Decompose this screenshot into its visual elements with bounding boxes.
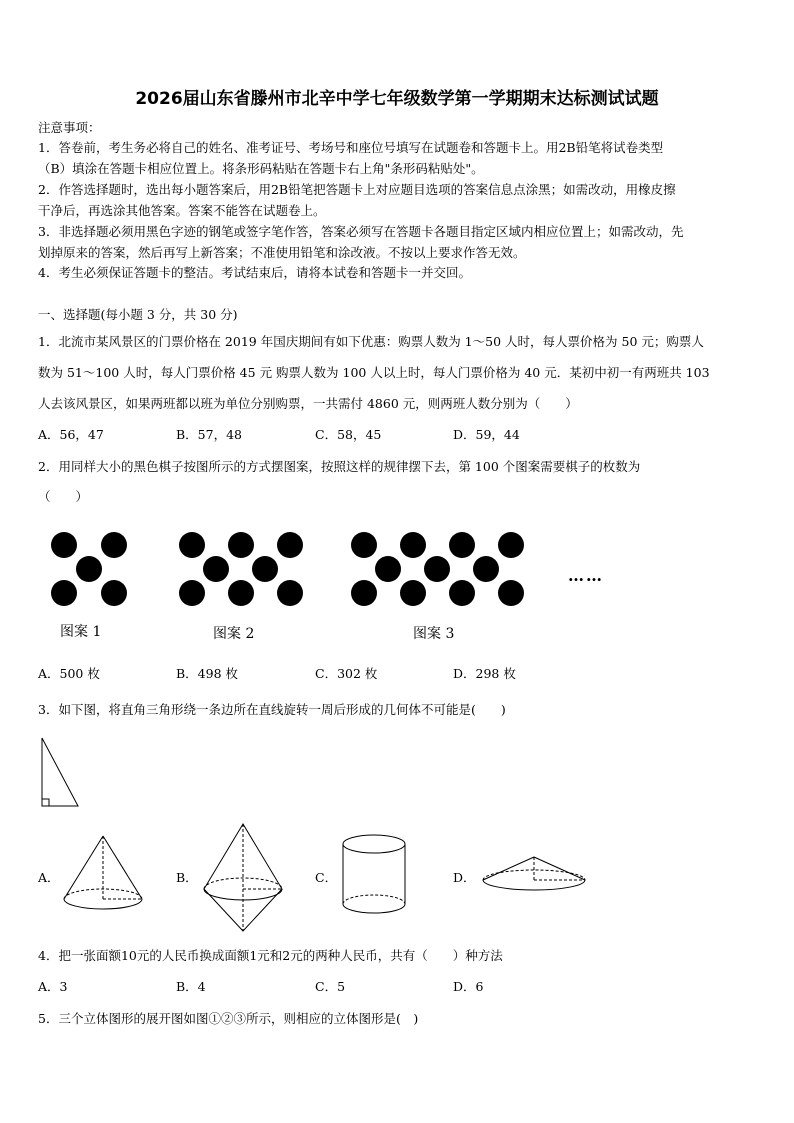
notice-line: 2．作答选择题时，选出每小题答案后，用2B铅笔把答题卡上对应题目选项的答案信息点涂黑；如需改动，用橡皮擦 (38, 182, 676, 197)
double-cone-figure (204, 824, 282, 931)
question-1-line: 人去该风景区，如果两班都以班为单位分别购票，一共需付 4860 元，则两班人数分别为（ ） (38, 396, 578, 411)
q2-option-c: C．302 枚 (315, 666, 378, 681)
notice-line: 划掉原来的答案，然后再写上新答案；不准使用铅笔和涂改液。不按以上要求作答无效。 (38, 245, 526, 260)
notice-line: （B）填涂在答题卡相应位置上。将条形码粘贴在答题卡右上角"条形码粘贴处"。 (38, 161, 484, 176)
question-5-line: 5．三个立体图形的展开图如图①②③所示，则相应的立体图形是( ) (38, 1011, 419, 1026)
question-1-line: 数为 51～100 人时，每人门票价格 45 元 购票人数为 100 人以上时，每人门票价格为 40 元．某初中初一有两班共 103 (38, 365, 710, 380)
pattern-2-label: 图案 2 (213, 626, 255, 642)
q4-option-d: D．6 (453, 979, 484, 994)
q3-option-c: C． (315, 870, 338, 885)
q1-option-a: A．56，47 (38, 427, 104, 442)
q2-option-d: D．298 枚 (453, 666, 516, 681)
question-2-line: （ ） (38, 489, 89, 504)
question-4-line: 4．把一张面额10元的人民币换成面额1元和2元的两种人民币，共有（ ）种方法 (38, 948, 503, 963)
q2-option-a: A．500 枚 (38, 666, 100, 681)
q1-option-c: C．58，45 (315, 427, 382, 442)
right-triangle-figure (42, 738, 78, 806)
pattern-1-label: 图案 1 (60, 624, 102, 640)
notice-line: 4．考生必须保证答题卡的整洁。考试结束后，请将本试卷和答题卡一并交回。 (38, 265, 471, 280)
q3-option-d: D． (453, 870, 476, 885)
notice-line: 3．非选择题必须用黑色字迹的钢笔或签字笔作答，答案必须写在答题卡各题目指定区域内相应位置上；如需改动，先 (38, 224, 684, 239)
q4-option-a: A．3 (38, 979, 68, 994)
q4-option-b: B．4 (176, 979, 206, 994)
notice-heading: 注意事项： (38, 120, 101, 135)
notice-line: 干净后，再选涂其他答案。答案不能答在试题卷上。 (38, 203, 326, 218)
q4-option-c: C．5 (315, 979, 346, 994)
pattern-ellipsis: …… (568, 566, 604, 585)
q2-option-b: B．498 枚 (176, 666, 239, 681)
q1-option-d: D．59，44 (453, 427, 520, 442)
cylinder-figure (343, 835, 405, 913)
notice-line: 1．答卷前，考生务必将自己的姓名、准考证号、考场号和座位号填写在试题卷和答题卡上。用2B铅笔将试卷类型 (38, 140, 664, 155)
cone-figure (64, 836, 142, 909)
q3-option-b: B． (176, 870, 198, 885)
pattern-3-label: 图案 3 (413, 626, 455, 642)
question-2-line: 2．用同样大小的黑色棋子按图所示的方式摆图案，按照这样的规律摆下去，第 100 个图案需要棋子的枚数为 (38, 459, 641, 474)
flat-cone-figure (483, 857, 585, 890)
section-heading: 一、选择题(每小题 3 分，共 30 分) (38, 307, 238, 322)
page-title: 2026届山东省滕州市北辛中学七年级数学第一学期期末达标测试试题 (135, 89, 659, 109)
q3-option-a: A． (38, 870, 60, 885)
q1-option-b: B．57，48 (176, 427, 242, 442)
question-1-line: 1．北流市某风景区的门票价格在 2019 年国庆期间有如下优惠：购票人数为 1～50 人时，每人票价格为 50 元；购票人 (38, 334, 704, 349)
question-3-line: 3．如下图，将直角三角形绕一条边所在直线旋转一周后形成的几何体不可能是( ) (38, 702, 506, 717)
